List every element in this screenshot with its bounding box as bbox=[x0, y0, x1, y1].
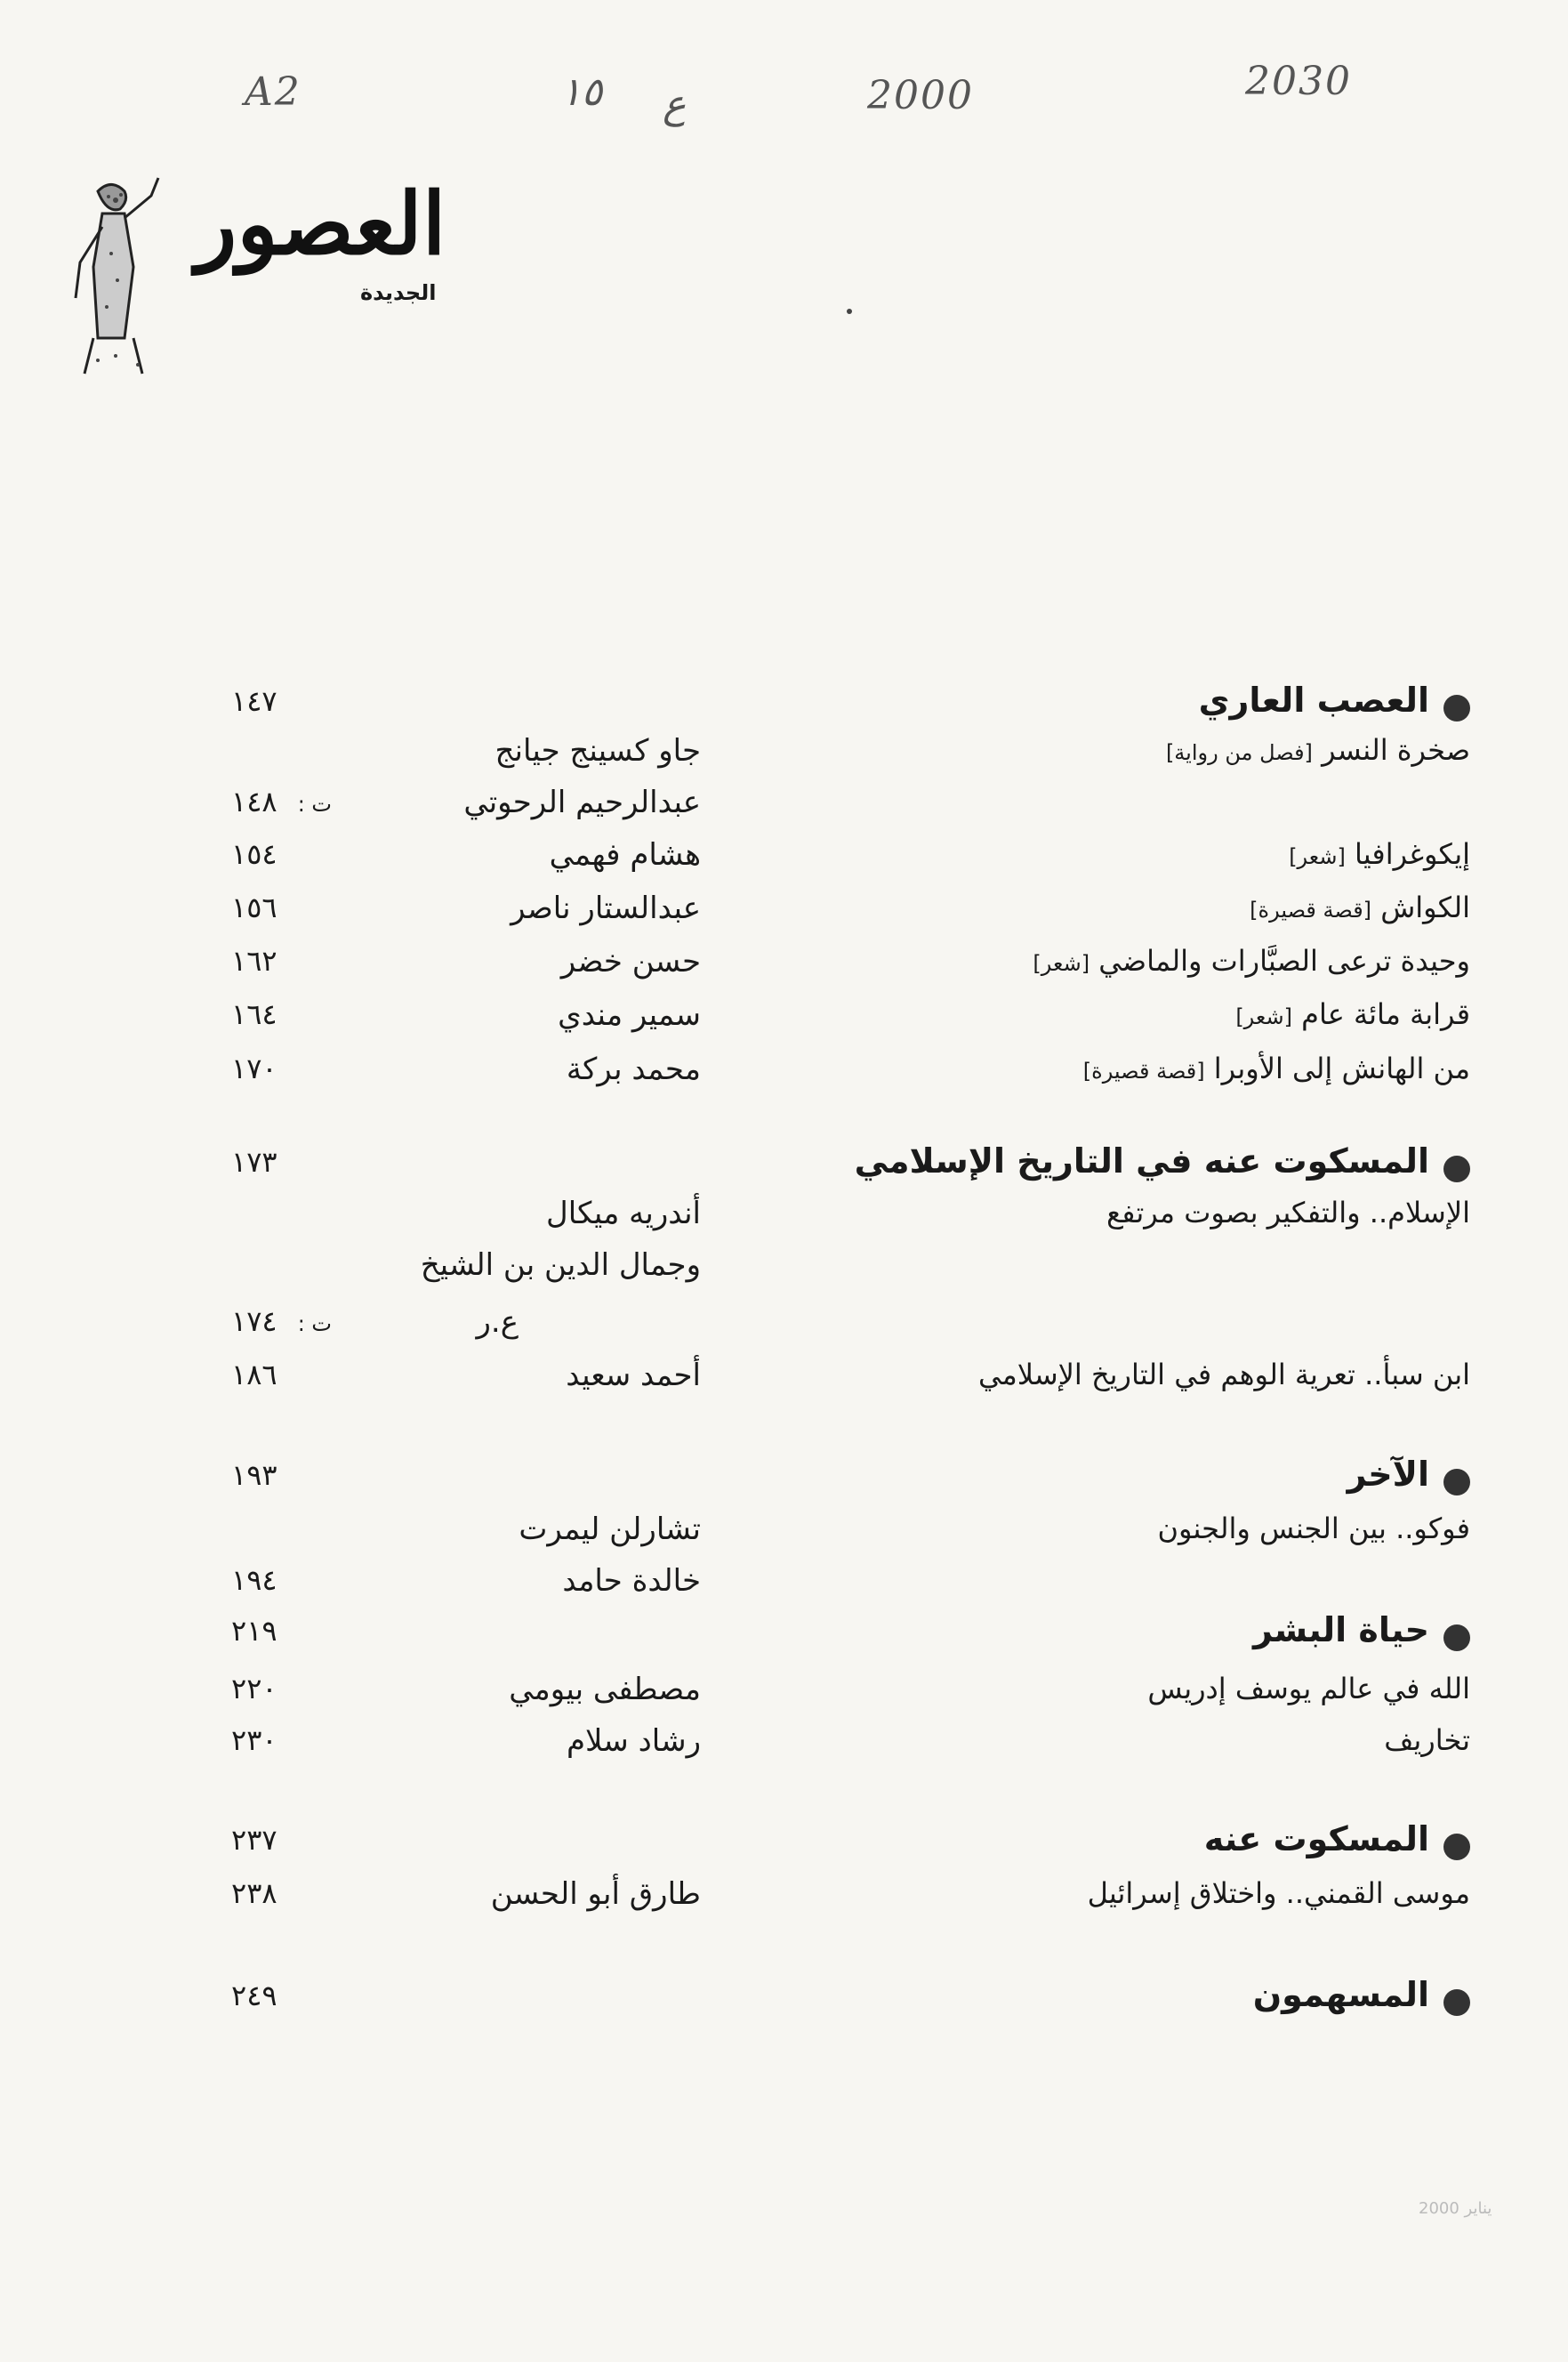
toc-entry bbox=[231, 781, 1470, 836]
bullet-icon bbox=[1443, 1156, 1470, 1182]
section-title: المسكوت عنه في التاريخ الإسلامي bbox=[854, 1141, 1429, 1181]
section-row bbox=[231, 1610, 1470, 1665]
page-number: ٢٣٧ bbox=[231, 1823, 277, 1857]
toc-entry bbox=[231, 887, 1470, 942]
handwritten-note: A2 bbox=[245, 69, 302, 115]
entry-title: من الهانش إلى الأوبرا [قصة قصيرة] bbox=[1082, 1052, 1470, 1085]
handwritten-note: 2030 bbox=[1245, 59, 1352, 104]
toc-entry bbox=[231, 940, 1470, 996]
page-number: ١٦٢ bbox=[231, 944, 277, 978]
toc-entry bbox=[231, 834, 1470, 889]
page-number: ١٤٨ bbox=[231, 785, 277, 818]
handwritten-note: ع bbox=[663, 82, 687, 127]
page-number: ١٨٦ bbox=[231, 1358, 277, 1391]
entry-author: عبدالستار ناصر bbox=[511, 891, 701, 926]
section-row bbox=[231, 1819, 1470, 1874]
page-number: ١٩٣ bbox=[231, 1458, 277, 1492]
toc-entry bbox=[231, 1508, 1470, 1563]
entry-title: الإسلام.. والتفكير بصوت مرتفع bbox=[1106, 1196, 1470, 1229]
toc-entry bbox=[231, 1192, 1470, 1247]
entry-author: خالدة حامد bbox=[562, 1563, 701, 1599]
page-number: ١٥٦ bbox=[231, 891, 277, 924]
handwritten-note: ١٥ bbox=[560, 69, 603, 115]
entry-author: رشاد سلام bbox=[566, 1723, 701, 1759]
entry-author: أندريه ميكال bbox=[546, 1196, 701, 1231]
page-number: ٢٢٠ bbox=[231, 1672, 277, 1705]
toc-entry bbox=[231, 994, 1470, 1049]
entry-author: أحمد سعيد bbox=[566, 1358, 701, 1393]
toc-entry bbox=[231, 1301, 1470, 1356]
translator-prefix: ت : bbox=[297, 1311, 332, 1336]
entry-author: جاو كسينج جيانج bbox=[495, 733, 701, 769]
page-number: ١٤٧ bbox=[231, 684, 277, 718]
entry-title: صخرة النسر [فصل من رواية] bbox=[1165, 733, 1470, 767]
section-row bbox=[231, 1975, 1470, 2030]
entry-title: تخاريف bbox=[1384, 1723, 1470, 1757]
section-title: حياة البشر bbox=[1253, 1610, 1429, 1649]
toc-entry bbox=[231, 730, 1470, 785]
entry-author: مصطفى بيومي bbox=[509, 1672, 701, 1707]
page-number: ١٧٤ bbox=[231, 1304, 277, 1338]
entry-author: محمد بركة bbox=[566, 1052, 701, 1087]
section-row bbox=[231, 1455, 1470, 1510]
entry-author: ع.ر bbox=[476, 1304, 519, 1340]
handwritten-note: 2000 bbox=[867, 73, 974, 118]
entry-title: وحيدة ترعى الصبَّارات والماضي [شعر] bbox=[1033, 944, 1470, 978]
page-number: ١٧٣ bbox=[231, 1145, 277, 1179]
page-number: ١٥٤ bbox=[231, 837, 277, 871]
toc-entry bbox=[231, 1244, 1470, 1299]
entry-title: الكواش [قصة قصيرة] bbox=[1250, 891, 1470, 924]
toc-entry bbox=[231, 1668, 1470, 1723]
page-number: ١٩٤ bbox=[231, 1563, 277, 1597]
bullet-icon bbox=[1443, 1834, 1470, 1860]
page-number: ١٦٤ bbox=[231, 997, 277, 1031]
entry-title: قرابة مائة عام [شعر] bbox=[1235, 997, 1470, 1031]
entry-author: عبدالرحيم الرحوتي bbox=[463, 785, 701, 820]
translator-prefix: ت : bbox=[297, 792, 332, 817]
toc-entry bbox=[231, 1048, 1470, 1103]
toc-entry bbox=[231, 1560, 1470, 1615]
section-title: المسكوت عنه bbox=[1203, 1819, 1429, 1858]
entry-title: موسى القمني.. واختلاق إسرائيل bbox=[1087, 1876, 1470, 1910]
page-number: ٢١٩ bbox=[231, 1614, 277, 1648]
entry-author: وجمال الدين بن الشيخ bbox=[420, 1247, 701, 1283]
section-title: العصب العاري bbox=[1198, 681, 1429, 720]
logo-title: العصور bbox=[196, 173, 446, 274]
entry-author: حسن خضر bbox=[560, 944, 701, 979]
entry-author: طارق أبو الحسن bbox=[490, 1876, 701, 1912]
section-title: المسهمون bbox=[1252, 1975, 1429, 2014]
toc-entry bbox=[231, 1354, 1470, 1409]
toc-entry bbox=[231, 1873, 1470, 1928]
entry-author: سمير مندي bbox=[558, 997, 701, 1033]
page-number: ٢٤٩ bbox=[231, 1979, 277, 2012]
bullet-icon bbox=[1443, 1469, 1470, 1495]
bullet-icon bbox=[1443, 1624, 1470, 1651]
entry-title: الله في عالم يوسف إدريس bbox=[1147, 1672, 1470, 1705]
bullet-icon bbox=[1443, 695, 1470, 721]
entry-title: إيكوغرافيا [شعر] bbox=[1289, 837, 1470, 871]
page-number: ١٧٠ bbox=[231, 1052, 277, 1085]
show-through-footer: 2000 يناير bbox=[1419, 2199, 1492, 2218]
section-title: الآخر bbox=[1347, 1455, 1429, 1494]
page-number: ٢٣٠ bbox=[231, 1723, 277, 1757]
section-row bbox=[231, 681, 1470, 736]
toc-entry bbox=[231, 1720, 1470, 1775]
entry-title: فوكو.. بين الجنس والجنون bbox=[1157, 1512, 1470, 1545]
entry-title: ابن سبأ.. تعرية الوهم في التاريخ الإسلامي bbox=[977, 1358, 1470, 1391]
entry-author: هشام فهمي bbox=[549, 837, 701, 873]
section-row bbox=[231, 1141, 1470, 1197]
page-number: ٢٣٨ bbox=[231, 1876, 277, 1910]
entry-author: تشارلن ليمرت bbox=[519, 1512, 701, 1547]
bullet-icon bbox=[1443, 1989, 1470, 2016]
logo-subtitle: الجديدة bbox=[360, 280, 437, 305]
